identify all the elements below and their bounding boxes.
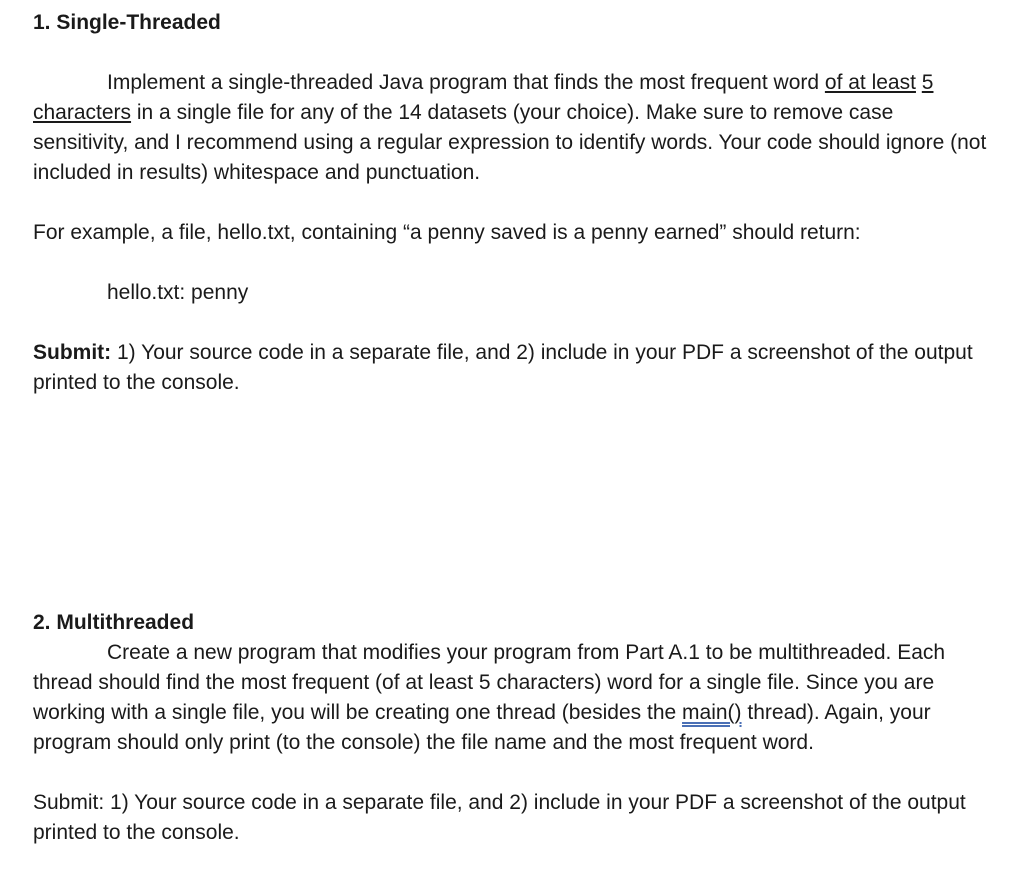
section2-text-pre: Create a new program that modifies your program from Part A.1 to be multithreaded. Each thread should find the most frequent (of at least 5 characters) word for a single file. Since you are working with a single file, you will be creating one thread (besides the (33, 641, 946, 724)
submit-text: 1) Your source code in a separate file, and 2) include in your PDF a screenshot of the output printed to the console. (33, 341, 973, 394)
section1-paragraph (33, 68, 993, 188)
section2-heading: 2. Multithreaded (33, 611, 195, 634)
section1-text-post: in a single file for any of the 14 datasets (your choice). Make sure to remove case sensitivity, and I recommend using a regular expression to identify words. Your code should ignore (not included in results) whitespace and punctuation. (33, 101, 987, 184)
section2-text-post: thread). Again, your program should only print (to the console) the file name and the most frequent word. (33, 701, 931, 754)
underlined-phrase-a: of at least (824, 71, 916, 94)
section2-submit: Submit: 1) Your source code in a separate file, and 2) include in your PDF a screenshot of the output printed to the console. (33, 791, 966, 844)
submit-label: Submit: (33, 341, 112, 364)
section1-text-pre: Implement a single-threaded Java program that finds the most frequent word (107, 71, 825, 94)
section2-paragraph (33, 638, 993, 758)
underlined-phrase-b: 5 characters (33, 71, 934, 124)
example-intro: For example, a file, hello.txt, containing “a penny saved is a penny earned” should return: (33, 221, 861, 244)
main-keyword: main() (682, 701, 742, 724)
document-page (33, 8, 993, 848)
example-output: hello.txt: penny (107, 281, 249, 304)
section1-heading: 1. Single-Threaded (33, 11, 221, 34)
section1-submit (33, 338, 993, 398)
